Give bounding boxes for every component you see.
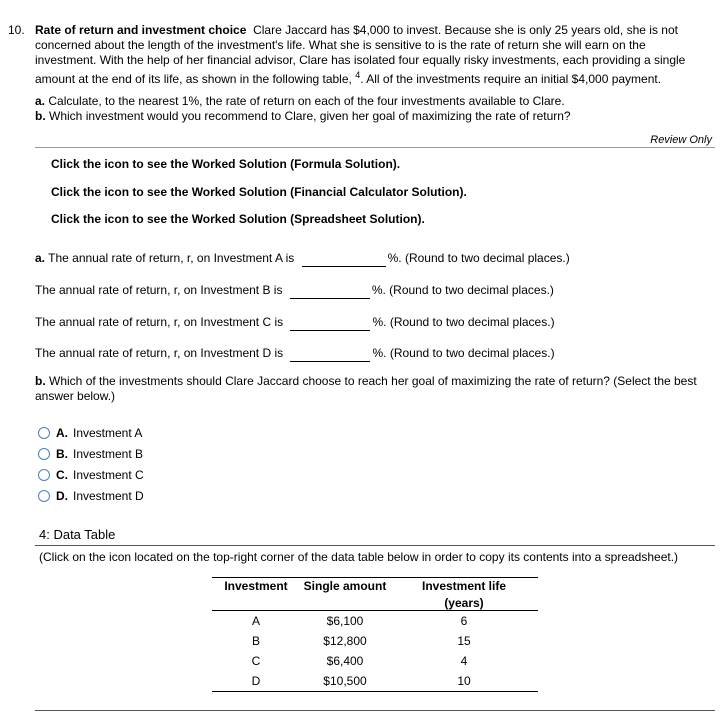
footnote-link[interactable]: 4 xyxy=(355,70,361,80)
worked-solution-spreadsheet-link[interactable]: Click the icon to see the Worked Solution (Spreadsheet Solution). xyxy=(51,212,425,226)
part-a-label: a. xyxy=(35,94,46,108)
cell-amount: $6,100 xyxy=(300,611,390,632)
cell-life: 15 xyxy=(457,634,471,648)
header-single-amount: Single amount xyxy=(303,579,387,593)
answer-row-a xyxy=(35,249,570,267)
header-investment: Investment xyxy=(224,579,288,593)
option-letter: A. xyxy=(56,426,68,440)
option-text: Investment B xyxy=(73,447,144,461)
answer-c-label: The annual rate of return, r, on Investment C is xyxy=(35,315,284,329)
option-letter: B. xyxy=(56,447,68,461)
radio-circle-icon[interactable] xyxy=(38,427,50,439)
answer-b-label: The annual rate of return, r, on Investment B is xyxy=(35,283,283,297)
part-b-label: b. xyxy=(35,109,46,123)
problem-statement xyxy=(35,23,700,87)
investment-data-table xyxy=(212,576,538,692)
rate-input-d[interactable] xyxy=(290,347,370,362)
review-only-label: Review Only xyxy=(650,134,712,146)
rate-input-a[interactable] xyxy=(302,252,386,267)
bottom-divider xyxy=(35,710,715,711)
table-row xyxy=(212,671,538,692)
radio-circle-icon[interactable] xyxy=(38,448,50,460)
answer-row-d xyxy=(35,344,555,362)
radio-circle-icon[interactable] xyxy=(38,469,50,481)
problem-body: Clare Jaccard has $4,000 to invest. Because she is only 25 years old, she is not concerned about the length of the investment's life. What she is sensitive to is the rate of return she will earn on the investment. With the help of her financial advisor, Clare has isolated four equally risky investments, each providing a single amount at the end of its life, as shown in the following table, xyxy=(35,23,686,86)
option-investment-b[interactable] xyxy=(38,445,143,463)
worked-solution-formula-link[interactable]: Click the icon to see the Worked Solution (Formula Solution). xyxy=(51,157,401,171)
answer-row-c xyxy=(35,313,555,331)
rate-input-b[interactable] xyxy=(290,284,370,299)
cell-life: 10 xyxy=(390,671,538,692)
cell-amount: $12,800 xyxy=(323,634,367,648)
divider xyxy=(35,147,715,148)
answer-a-suffix: %. (Round to two decimal places.) xyxy=(387,251,570,265)
radio-circle-icon[interactable] xyxy=(38,490,50,502)
question-number: 10. xyxy=(8,23,25,37)
option-text: Investment C xyxy=(73,468,144,482)
option-letter: D. xyxy=(56,489,68,503)
option-text: Investment D xyxy=(73,489,144,503)
answer-a-label: The annual rate of return, r, on Investment A is xyxy=(48,251,295,265)
data-table-note: (Click on the icon located on the top-right corner of the data table below in order to copy its contents into a spreadsheet.) xyxy=(39,550,679,564)
data-table-title: 4: Data Table xyxy=(39,527,116,542)
cell-investment: A xyxy=(212,611,300,632)
cell-life: 4 xyxy=(460,654,468,668)
part-b-question-label: b. xyxy=(35,374,46,388)
table-row xyxy=(212,631,538,651)
header-investment-life: Investment life xyxy=(421,579,507,593)
data-table-divider xyxy=(35,545,715,546)
problem-title: Rate of return and investment choice xyxy=(35,23,247,37)
cell-investment: D xyxy=(212,671,300,692)
option-letter: C. xyxy=(56,468,68,482)
table-row xyxy=(212,611,538,632)
answer-d-suffix: %. (Round to two decimal places.) xyxy=(372,346,555,360)
problem-body-end: . All of the investments require an initial $4,000 payment. xyxy=(360,72,662,86)
table-row xyxy=(212,651,538,671)
part-a-text: Calculate, to the nearest 1%, the rate of return on each of the four investments available to Clare. xyxy=(48,94,565,108)
answer-b-suffix: %. (Round to two decimal places.) xyxy=(371,283,554,297)
rate-input-c[interactable] xyxy=(290,316,370,331)
part-b-question-text: Which of the investments should Clare Jaccard choose to reach her goal of maximizing the rate of return? (Select the best answer below.) xyxy=(35,374,697,403)
answer-a-prefix: a. xyxy=(35,251,46,265)
header-years: (years) xyxy=(390,593,538,611)
cell-investment: C xyxy=(251,654,261,668)
worked-solution-calculator-link[interactable]: Click the icon to see the Worked Solution (Financial Calculator Solution). xyxy=(51,185,467,199)
part-b-text: Which investment would you recommend to Clare, given her goal of maximizing the rate of return? xyxy=(49,109,571,123)
problem-parts xyxy=(35,94,695,124)
cell-life: 6 xyxy=(460,614,468,628)
option-text: Investment A xyxy=(73,426,143,440)
option-investment-d[interactable] xyxy=(38,487,144,505)
option-investment-c[interactable] xyxy=(38,466,144,484)
answer-d-label: The annual rate of return, r, on Investment D is xyxy=(35,346,284,360)
part-b-question xyxy=(35,374,715,404)
cell-investment: B xyxy=(251,634,260,648)
cell-amount: $10,500 xyxy=(300,671,390,692)
cell-amount: $6,400 xyxy=(326,654,364,668)
answer-row-b xyxy=(35,281,554,299)
answer-c-suffix: %. (Round to two decimal places.) xyxy=(372,315,555,329)
option-investment-a[interactable] xyxy=(38,424,142,442)
